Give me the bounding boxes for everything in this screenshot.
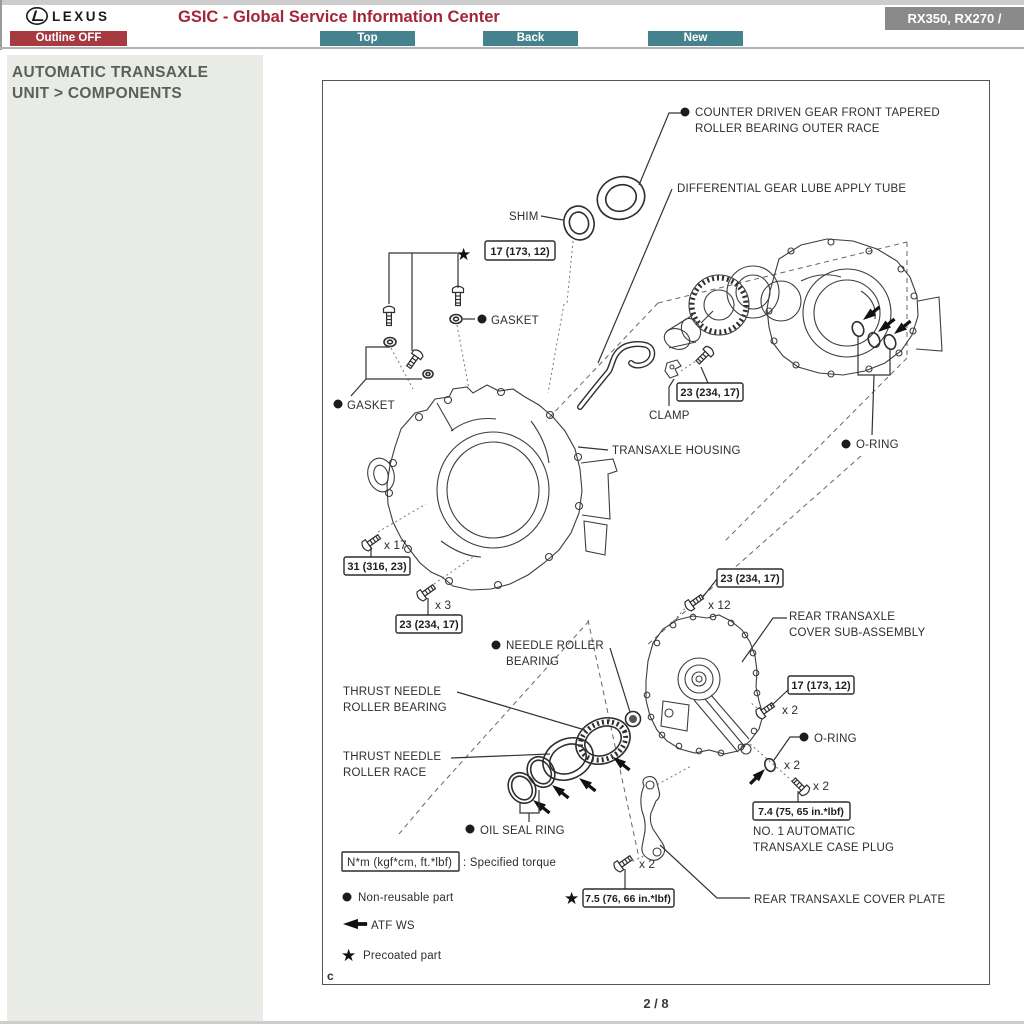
label-oring-1: O-RING	[856, 439, 899, 451]
top-button[interactable]: Top	[320, 31, 415, 46]
non-reusable-dot-icons	[334, 108, 851, 902]
label-needle-2: BEARING	[506, 656, 560, 668]
lexus-logo-icon	[26, 6, 146, 26]
torque-17-b: 17 (173, 12)	[791, 680, 851, 692]
section-heading-line2: UNIT > COMPONENTS	[12, 85, 183, 102]
qty-x12: x 12	[708, 598, 731, 612]
quantity-labels	[384, 538, 829, 871]
star-icon: ★	[341, 946, 357, 966]
legend-torque-desc: : Specified torque	[463, 857, 557, 869]
header-divider	[0, 47, 1024, 49]
diagram-corner-mark: c	[327, 969, 334, 983]
components-diagram	[322, 80, 990, 985]
outline-toggle-button[interactable]: Outline OFF	[10, 31, 127, 46]
torque-74: 7.4 (75, 65 in.*lbf)	[758, 806, 844, 818]
section-heading-line1: AUTOMATIC TRANSAXLE	[12, 64, 209, 81]
label-case-plug-2: TRANSAXLE CASE PLUG	[753, 842, 895, 854]
exploded-view-svg	[323, 81, 988, 983]
o-rings-top-right	[850, 320, 897, 351]
label-cover-plate: REAR TRANSAXLE COVER PLATE	[754, 894, 946, 906]
page-title: GSIC - Global Service Information Center	[178, 8, 500, 26]
label-gasket-2: GASKET	[347, 400, 395, 412]
lube-apply-tube-drawing	[580, 344, 652, 407]
legend-atf: ATF WS	[371, 920, 415, 932]
qty-x2-b: x 2	[784, 758, 801, 772]
qty-x2-c: x 2	[813, 779, 830, 793]
label-rear-cover-1: REAR TRANSAXLE	[789, 611, 896, 623]
label-gasket-1: GASKET	[491, 315, 539, 327]
legend-non-reusable: Non-reusable part	[358, 892, 454, 904]
top-gray-strip	[0, 0, 1024, 5]
qty-x2-d: x 2	[639, 857, 656, 871]
torque-17-a: 17 (173, 12)	[490, 246, 550, 258]
rear-cover-drawing	[644, 614, 764, 756]
label-lube-tube: DIFFERENTIAL GEAR LUBE APPLY TUBE	[677, 183, 907, 195]
svg-text:LEXUS: LEXUS	[52, 9, 110, 24]
torque-31: 31 (316, 23)	[347, 561, 407, 573]
torque-23-c: 23 (234, 17)	[720, 573, 780, 585]
label-thrust-race-1: THRUST NEEDLE	[343, 751, 442, 763]
leader-lines	[351, 113, 890, 898]
label-clamp: CLAMP	[649, 410, 690, 422]
label-rear-cover-2: COVER SUB-ASSEMBLY	[789, 627, 926, 639]
thrust-needle-bearing-part	[568, 709, 637, 773]
clamp-drawing	[665, 360, 681, 378]
qty-x3: x 3	[435, 598, 452, 612]
label-thrust-brg-1: THRUST NEEDLE	[343, 686, 442, 698]
label-needle-1: NEEDLE ROLLER	[506, 640, 604, 652]
label-housing: TRANSAXLE HOUSING	[612, 445, 741, 457]
label-counter-race-2: ROLLER BEARING OUTER RACE	[695, 123, 880, 135]
back-button[interactable]: Back	[483, 31, 578, 46]
torque-75: 7.5 (76, 66 in.*lbf)	[585, 893, 671, 905]
page-indicator: 2 / 8	[643, 996, 669, 1011]
atf-arrow-icon	[343, 919, 367, 929]
star-icon: ★	[564, 889, 580, 909]
cover-plate-drawing	[641, 777, 665, 861]
label-thrust-brg-2: ROLLER BEARING	[343, 702, 447, 714]
label-case-plug-1: NO. 1 AUTOMATIC	[753, 826, 856, 838]
label-shim: SHIM	[509, 211, 539, 223]
sidebar	[7, 55, 263, 1021]
legend-precoated: Precoated part	[363, 950, 442, 962]
shim-ring	[560, 203, 598, 244]
qty-x2-a: x 2	[782, 703, 799, 717]
new-button[interactable]: New	[648, 31, 743, 46]
label-thrust-race-2: ROLLER RACE	[343, 767, 427, 779]
legend-torque-box: N*m (kgf*cm, ft.*lbf)	[347, 857, 453, 869]
gasket-rings	[384, 315, 462, 379]
torque-23-b: 23 (234, 17)	[399, 619, 459, 631]
legend	[327, 852, 556, 983]
star-icon: ★	[456, 245, 472, 265]
left-edge-line	[0, 0, 2, 50]
oil-seal-rings	[503, 752, 561, 809]
needle-roller-bearing-part	[626, 712, 641, 727]
label-oring-2: O-RING	[814, 733, 857, 745]
qty-x17: x 17	[384, 538, 407, 552]
section-heading	[7, 55, 263, 104]
label-counter-race-1: COUNTER DRIVEN GEAR FRONT TAPERED	[695, 107, 940, 119]
model-breadcrumb[interactable]: RX350, RX270 /	[885, 7, 1024, 30]
torque-23-a: 23 (234, 17)	[680, 387, 740, 399]
label-oil-seal: OIL SEAL RING	[480, 825, 565, 837]
